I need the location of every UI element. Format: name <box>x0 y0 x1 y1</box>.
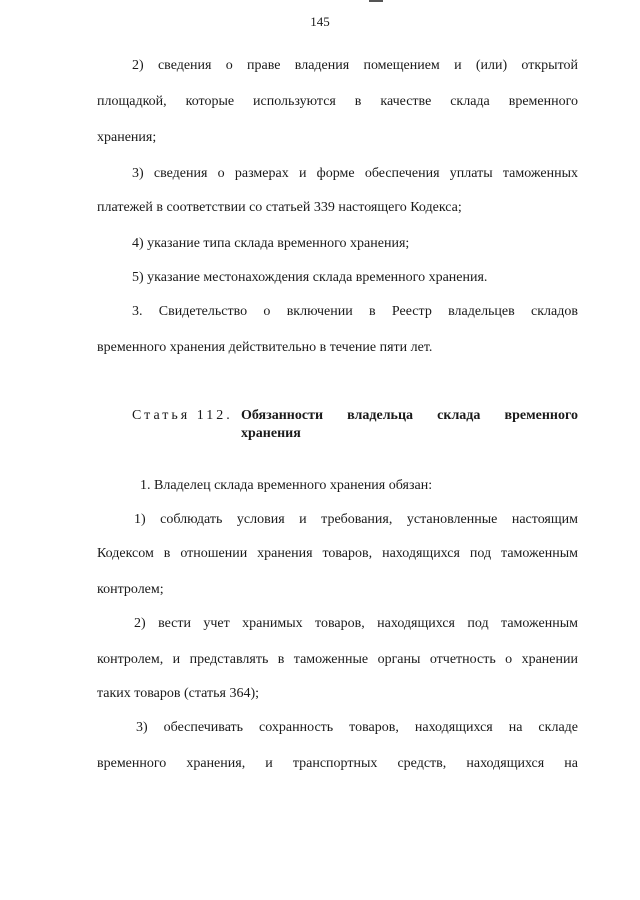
paragraph-line: контролем; <box>97 582 164 597</box>
paragraph-line: временного хранения действительно в течение пяти лет. <box>97 340 433 355</box>
paragraph-line: контролем, и представлять в таможенные органы отчетность о хранении <box>97 652 578 667</box>
paragraph-line: 3) сведения о размерах и форме обеспечения уплаты таможенных <box>132 166 578 181</box>
page-number: 145 <box>310 14 330 29</box>
paragraph-line: платежей в соответствии со статьей 339 настоящего Кодекса; <box>97 200 462 215</box>
top-edge-mark <box>369 0 383 2</box>
paragraph-line: временного хранения, и транспортных средств, находящихся на <box>97 756 578 771</box>
paragraph-line: Кодексом в отношении хранения товаров, находящихся под таможенным <box>97 546 578 561</box>
paragraph-line: площадкой, которые используются в качестве склада временного <box>97 94 578 109</box>
paragraph-line: 3) обеспечивать сохранность товаров, находящихся на складе <box>136 720 578 735</box>
paragraph-line: таких товаров (статья 364); <box>97 686 259 701</box>
paragraph-line: 4) указание типа склада временного хранения; <box>132 236 410 251</box>
article-label: Статья 112. <box>132 408 233 423</box>
paragraph-line: хранения; <box>97 130 157 145</box>
paragraph-line: 1) соблюдать условия и требования, установленные настоящим <box>134 512 578 527</box>
paragraph-line: 2) вести учет хранимых товаров, находящихся под таможенным <box>134 616 578 631</box>
paragraph-line: 2) сведения о праве владения помещением и (или) открытой <box>132 58 578 73</box>
paragraph-line: 3. Свидетельство о включении в Реестр владельцев складов <box>132 304 578 319</box>
paragraph-line: 5) указание местонахождения склада временного хранения. <box>132 270 488 285</box>
article-title-continued: хранения <box>241 426 301 441</box>
article-title: Обязанности владельца склада временного <box>241 408 578 423</box>
paragraph-line: 1. Владелец склада временного хранения обязан: <box>140 478 433 493</box>
